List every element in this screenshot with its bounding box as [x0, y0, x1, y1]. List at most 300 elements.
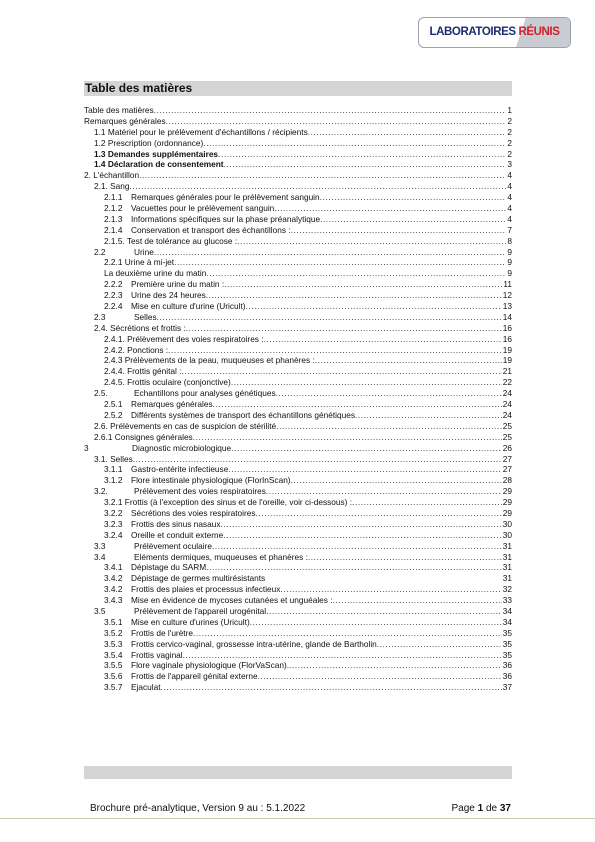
toc-entry-label — [94, 149, 218, 160]
toc-entry-number: 3.4.1 — [104, 562, 123, 573]
toc-entry-text: Frottis vaginal — [131, 649, 183, 660]
toc-entry-label — [104, 377, 231, 388]
toc-entry-text: Remarques générales — [84, 115, 166, 126]
toc-entry-text: Informations spécifiques sur la phase préanalytique — [131, 213, 321, 224]
toc-entry-page: 13 — [502, 301, 512, 312]
toc-entry-page: 31 — [502, 540, 512, 551]
toc-entry-page: 8 — [507, 235, 512, 246]
toc-entry[interactable] — [84, 410, 512, 421]
toc-entry-number: 3.5.2 — [104, 627, 123, 638]
toc-entry-page: 4 — [507, 203, 512, 214]
toc-entry-label — [104, 410, 355, 421]
toc-entry-page: 36 — [502, 660, 512, 671]
toc-entry[interactable] — [84, 290, 512, 301]
toc-leader-dots — [291, 225, 507, 236]
toc-leader-dots — [213, 399, 502, 410]
toc-leader-dots — [130, 181, 507, 192]
toc-entry[interactable] — [84, 562, 512, 573]
toc-entry-text: Sécrétions des voies respiratoires — [131, 507, 256, 518]
toc-entry-page: 14 — [502, 311, 512, 322]
toc-leader-dots — [206, 268, 506, 279]
toc-entry-label — [104, 366, 181, 377]
toc-entry-number: 3.4.3 — [104, 595, 123, 606]
toc-entry-text: Prélèvement des voies respiratoires — [134, 486, 266, 497]
toc-entry-page: 16 — [502, 322, 512, 333]
toc-entry-number: 3.2. — [94, 486, 108, 497]
toc-entry-label — [104, 639, 377, 650]
toc-leader-dots — [355, 410, 502, 421]
toc-entry-text: 2. L'échantillon — [84, 170, 140, 181]
table-of-contents — [84, 105, 512, 693]
toc-entry[interactable] — [84, 628, 512, 639]
toc-leader-dots — [224, 279, 502, 290]
toc-entry-page: 25 — [502, 420, 512, 431]
toc-entry[interactable] — [84, 214, 512, 225]
toc-entry-label — [104, 475, 291, 486]
toc-entry[interactable] — [84, 650, 512, 661]
toc-entry-label — [104, 660, 289, 671]
toc-leader-dots — [161, 682, 502, 693]
toc-leader-dots — [166, 116, 507, 127]
toc-entry-label — [104, 562, 206, 573]
toc-entry-page: 34 — [502, 616, 512, 627]
toc-entry-label — [104, 355, 315, 366]
toc-leader-dots — [157, 312, 502, 323]
toc-entry-text: Mise en évidence de mycoses cutanées et unguéales : — [131, 595, 333, 606]
toc-entry-text: Vacuettes pour le prélèvement sanguin — [131, 203, 275, 214]
toc-leader-dots — [139, 170, 506, 181]
toc-entry-page: 30 — [502, 518, 512, 529]
toc-entry[interactable] — [84, 323, 512, 334]
toc-entry-text: Gastro-entérite infectieuse — [131, 464, 229, 475]
toc-entry[interactable] — [84, 279, 512, 290]
toc-entry-page: 4 — [507, 170, 512, 181]
toc-entry-page: 31 — [502, 551, 512, 562]
toc-entry[interactable] — [84, 334, 512, 345]
toc-leader-dots — [168, 345, 502, 356]
toc-entry[interactable] — [84, 552, 512, 563]
toc-entry-page: 34 — [502, 605, 512, 616]
toc-leader-dots — [183, 650, 502, 661]
toc-entry[interactable] — [84, 116, 512, 127]
toc-entry-text: Ejaculat — [131, 682, 161, 693]
toc-entry-page: 37 — [502, 682, 512, 693]
toc-entry[interactable] — [84, 617, 512, 628]
toc-entry-number: 2.5.2 — [104, 409, 123, 420]
toc-entry-number: 2.1.1 — [104, 192, 123, 203]
toc-entry-text: Diagnostic microbiologique — [132, 442, 232, 453]
logo-text: LABORATOIRES RÉUNIS — [429, 26, 560, 38]
toc-entry[interactable] — [84, 192, 512, 203]
toc-entry-label — [94, 388, 276, 399]
toc-entry-label — [94, 127, 308, 138]
toc-leader-dots — [266, 606, 502, 617]
toc-entry[interactable] — [84, 268, 512, 279]
toc-entry[interactable] — [84, 541, 512, 552]
toc-entry[interactable] — [84, 443, 512, 454]
toc-leader-dots — [246, 301, 502, 312]
toc-entry-page: 2 — [507, 137, 512, 148]
toc-entry-page: 7 — [507, 224, 512, 235]
toc-entry-text: Flore vaginale physiologique (FlorVaScan). — [131, 660, 290, 671]
toc-entry-page: 29 — [502, 486, 512, 497]
toc-entry[interactable] — [84, 236, 512, 247]
toc-entry-label — [94, 159, 224, 170]
toc-entry-text: 2.1.5. Test de tolérance au glucose : — [104, 235, 238, 246]
toc-entry[interactable] — [84, 486, 512, 497]
toc-entry-number: 3.5.5 — [104, 660, 123, 671]
toc-title: Table des matières — [85, 81, 193, 95]
toc-entry[interactable] — [84, 454, 512, 465]
toc-entry-page: 32 — [502, 584, 512, 595]
toc-entry-number: 3.5.7 — [104, 682, 123, 693]
toc-entry-page: 4 — [507, 192, 512, 203]
toc-entry-label — [104, 268, 206, 279]
toc-leader-dots — [231, 443, 502, 454]
toc-entry-page: 35 — [502, 638, 512, 649]
toc-entry-label — [94, 421, 276, 432]
toc-entry-text: Flore intestinale physiologique (FlorInScan) — [131, 475, 291, 486]
toc-entry[interactable] — [84, 138, 512, 149]
toc-leader-dots — [250, 617, 502, 628]
footer-bar — [84, 766, 512, 779]
toc-entry-text: Différents systèmes de transport des échantillons génétiques — [131, 409, 355, 420]
toc-entry-page: 2 — [507, 148, 512, 159]
toc-entry-page: 36 — [502, 671, 512, 682]
toc-entry-text: 2.4.3 Prélèvements de la peau, muqueuses et phanères : — [104, 355, 315, 366]
toc-entry-text: Frottis de l'appareil génital externe — [131, 671, 258, 682]
toc-entry-label — [104, 203, 274, 214]
toc-entry-page: 12 — [502, 290, 512, 301]
toc-entry-page: 27 — [502, 464, 512, 475]
toc-leader-dots — [220, 519, 501, 530]
toc-entry-text: Mise en culture d'urines (Uricult) — [131, 616, 250, 627]
toc-entry[interactable] — [84, 530, 512, 541]
toc-entry-text: Prélèvement oculaire — [134, 540, 212, 551]
footer-rule — [0, 818, 595, 819]
toc-leader-dots — [231, 377, 502, 388]
toc-entry[interactable] — [84, 475, 512, 486]
toc-entry-text: Selles — [134, 311, 157, 322]
toc-entry-number: 3.2.4 — [104, 529, 123, 540]
toc-entry-text: 1.2 Prescription (ordonnance) — [94, 137, 204, 148]
toc-entry-text: Table des matières — [84, 105, 154, 115]
toc-leader-dots — [258, 671, 502, 682]
toc-entry-label — [104, 617, 250, 628]
toc-entry[interactable] — [84, 421, 512, 432]
toc-entry-label — [94, 181, 130, 192]
toc-entry-text: 2.4.5. Frottis oculaire (conjonctive) — [104, 377, 231, 388]
toc-entry[interactable] — [84, 584, 512, 595]
toc-entry-text: Dépistage du SARM — [131, 562, 207, 573]
toc-entry-number: 2.2.4 — [104, 301, 123, 312]
toc-entry[interactable] — [84, 225, 512, 236]
toc-entry-page: 1 — [507, 105, 512, 115]
toc-leader-dots — [308, 552, 502, 563]
toc-entry-label — [104, 671, 258, 682]
toc-leader-dots — [308, 127, 507, 138]
toc-entry-label — [104, 497, 352, 508]
toc-entry-label — [94, 247, 154, 258]
toc-title-bar — [84, 81, 512, 96]
toc-leader-dots — [320, 192, 507, 203]
toc-entry-label — [104, 584, 280, 595]
toc-entry-number: 2.3 — [94, 311, 106, 322]
toc-entry[interactable] — [84, 377, 512, 388]
toc-entry-page: 11 — [503, 279, 512, 290]
toc-leader-dots — [212, 541, 502, 552]
toc-entry-label — [104, 464, 228, 475]
toc-entry[interactable] — [84, 247, 512, 258]
toc-entry-label — [104, 236, 237, 247]
toc-leader-dots — [133, 454, 502, 465]
toc-entry[interactable] — [84, 464, 512, 475]
toc-entry-text: 2.4. Sécrétions et frottis : — [94, 322, 186, 333]
toc-entry-page: 31 — [502, 573, 512, 584]
toc-entry[interactable] — [84, 660, 512, 671]
toc-entry-label — [104, 650, 183, 661]
toc-leader-dots — [315, 355, 502, 366]
toc-entry-number: 3.5.6 — [104, 671, 123, 682]
toc-entry-text: 3.1. Selles — [94, 453, 133, 464]
toc-entry-text: Oreille et conduit externe — [131, 529, 224, 540]
toc-entry-label — [104, 530, 223, 541]
toc-entry-page: 26 — [502, 442, 512, 453]
toc-entry-label — [104, 334, 264, 345]
toc-entry-text: 3.2.1 Frottis (à l'exception des sinus et de l'oreille, voir ci-dessous) : — [104, 497, 353, 508]
toc-entry-text: Frottis des sinus nasaux — [131, 518, 221, 529]
toc-entry-label — [104, 214, 320, 225]
toc-entry-page: 4 — [507, 213, 512, 224]
toc-leader-dots — [276, 421, 502, 432]
toc-leader-dots — [203, 138, 506, 149]
toc-entry-text: Urine — [134, 246, 154, 257]
toc-entry-page: 30 — [502, 529, 512, 540]
footer-document-info: Brochure pré-analytique, Version 9 au : 5.1.2022 — [90, 803, 306, 814]
toc-entry-text: 2.4.2. Ponctions : — [104, 344, 169, 355]
toc-entry-page: 9 — [507, 257, 512, 268]
toc-entry-text: Frottis des plaies et processus infectieux — [131, 584, 281, 595]
toc-entry-number: 2.5. — [94, 388, 108, 399]
toc-entry-page: 2 — [507, 126, 512, 137]
toc-entry-page: 35 — [502, 627, 512, 638]
toc-entry-page: 31 — [502, 562, 512, 573]
toc-leader-dots — [228, 464, 501, 475]
toc-leader-dots — [154, 105, 507, 116]
toc-leader-dots — [256, 508, 502, 519]
toc-entry-number: 3.5.1 — [104, 616, 123, 627]
toc-leader-dots — [206, 290, 502, 301]
toc-entry-label — [94, 606, 266, 617]
toc-entry-number: 3.2.2 — [104, 507, 123, 518]
toc-entry-page: 29 — [502, 497, 512, 508]
toc-entry-label — [94, 454, 133, 465]
toc-entry-page: 27 — [502, 453, 512, 464]
toc-entry-page: 24 — [502, 388, 512, 399]
toc-leader-dots — [377, 639, 502, 650]
toc-leader-dots — [264, 334, 502, 345]
toc-entry[interactable] — [84, 301, 512, 312]
toc-entry-text: Frottis cervico-vaginal, grossesse intra-utérine, glande de Bartholin — [131, 638, 377, 649]
toc-entry-page: 3 — [507, 159, 512, 170]
toc-leader-dots — [154, 247, 507, 258]
toc-entry-number: 3.5 — [94, 605, 106, 616]
toc-leader-dots — [181, 366, 501, 377]
toc-entry-number: 2.1.2 — [104, 203, 123, 214]
toc-leader-dots — [289, 660, 502, 671]
toc-leader-dots — [280, 584, 501, 595]
toc-leader-dots — [218, 149, 506, 160]
toc-entry[interactable] — [84, 170, 512, 181]
toc-entry-page: 2 — [507, 115, 512, 126]
toc-entry-page: 29 — [502, 507, 512, 518]
toc-entry-text: Première urine du matin : — [131, 279, 225, 290]
toc-entry-number: 3.4 — [94, 551, 106, 562]
footer-page-number: Page 1 de 37 — [451, 803, 511, 814]
toc-entry-number: 2.1.4 — [104, 224, 123, 235]
toc-entry-label — [104, 508, 256, 519]
toc-entry-text: 2.4.1. Prélèvement des voies respiratoires : — [104, 333, 264, 344]
toc-entry[interactable] — [84, 203, 512, 214]
toc-entry-page: 35 — [502, 649, 512, 660]
toc-entry[interactable] — [84, 312, 512, 323]
toc-entry[interactable] — [84, 399, 512, 410]
toc-entry-number: 3.4.2 — [104, 573, 123, 584]
toc-entry-text: 2.6. Prélèvements en cas de suspicion de stérilité — [94, 420, 277, 431]
toc-entry-label — [84, 170, 139, 181]
toc-entry-label — [84, 116, 166, 127]
toc-entry-page: 9 — [507, 268, 512, 279]
toc-entry[interactable] — [84, 682, 512, 693]
toc-entry-text: Eléments dermiques, muqueuses et phanères : — [134, 551, 308, 562]
toc-entry-page: 22 — [502, 377, 512, 388]
toc-entry-label — [104, 573, 265, 584]
toc-leader-dots — [224, 159, 507, 170]
toc-entry-number: 3.5.3 — [104, 638, 123, 649]
toc-entry-label — [94, 432, 193, 443]
toc-entry-label — [94, 541, 212, 552]
toc-entry-label — [94, 486, 266, 497]
toc-entry-page: 21 — [502, 366, 512, 377]
toc-leader-dots — [223, 530, 502, 541]
toc-leader-dots — [352, 497, 502, 508]
toc-leader-dots — [174, 257, 506, 268]
toc-entry-text: Mise en culture d'urine (Uricult) — [131, 301, 246, 312]
toc-entry[interactable] — [84, 127, 512, 138]
toc-entry[interactable] — [84, 573, 512, 584]
toc-leader-dots — [266, 486, 502, 497]
toc-entry[interactable] — [84, 388, 512, 399]
company-logo — [418, 17, 571, 48]
toc-entry[interactable] — [84, 257, 512, 268]
toc-entry[interactable] — [84, 432, 512, 443]
toc-entry-page: 9 — [507, 246, 512, 257]
toc-leader-dots — [333, 595, 502, 606]
toc-entry-label — [104, 595, 333, 606]
toc-entry-number: 3.3 — [94, 540, 106, 551]
toc-entry-text: Dépistage de germes multirésistants — [131, 573, 266, 584]
toc-entry-label — [84, 105, 154, 116]
toc-entry-label — [104, 301, 246, 312]
toc-entry-number: 3 — [84, 442, 89, 453]
toc-entry-page: 24 — [502, 409, 512, 420]
toc-entry-number: 3.1.2 — [104, 475, 123, 486]
toc-entry-text: 2.4.4. Frottis génital : — [104, 366, 182, 377]
toc-entry-text: Frottis de l'urètre — [131, 627, 193, 638]
toc-entry-text: 2.6.1 Consignes générales — [94, 431, 193, 442]
toc-entry[interactable] — [84, 606, 512, 617]
toc-entry-text: Remarques générales — [131, 399, 213, 410]
toc-entry-text: 1.1 Matériel pour le prélèvement d'échantillons / récipients — [94, 126, 308, 137]
toc-entry-label — [104, 192, 320, 203]
toc-entry[interactable] — [84, 345, 512, 356]
toc-entry-number: 2.2 — [94, 246, 106, 257]
toc-entry-text: 1.4 Déclaration de consentement — [94, 159, 224, 170]
toc-entry-page: 28 — [502, 475, 512, 486]
toc-entry-page: 19 — [502, 344, 512, 355]
toc-entry[interactable] — [84, 595, 512, 606]
toc-leader-dots — [320, 214, 506, 225]
toc-entry[interactable] — [84, 639, 512, 650]
toc-entry-label — [94, 138, 203, 149]
toc-entry-label — [94, 312, 157, 323]
toc-entry-label — [104, 257, 174, 268]
toc-entry-text: 1.3 Demandes supplémentaires — [94, 148, 219, 159]
toc-leader-dots — [206, 562, 502, 573]
toc-entry[interactable] — [84, 181, 512, 192]
toc-entry-page: 16 — [502, 333, 512, 344]
toc-entry-text: Echantillons pour analyses génétiques — [134, 388, 276, 399]
toc-entry[interactable] — [84, 671, 512, 682]
toc-entry-label — [104, 225, 291, 236]
toc-leader-dots — [186, 323, 502, 334]
toc-leader-dots — [193, 432, 502, 443]
toc-entry-text: La deuxième urine du matin — [104, 268, 207, 279]
toc-leader-dots — [237, 236, 506, 247]
toc-entry-page: 33 — [502, 595, 512, 606]
toc-entry-page: 19 — [502, 355, 512, 366]
toc-entry-text: Conservation et transport des échantillons : — [131, 224, 291, 235]
toc-entry-label — [104, 399, 213, 410]
toc-entry-number: 3.2.3 — [104, 518, 123, 529]
toc-entry[interactable] — [84, 519, 512, 530]
toc-entry-label — [104, 290, 206, 301]
toc-entry[interactable] — [84, 105, 512, 116]
toc-entry-label — [84, 443, 231, 454]
toc-entry-number: 2.2.2 — [104, 279, 123, 290]
toc-entry-text: 2.2.1 Urine à mi-jet — [104, 257, 175, 268]
toc-entry[interactable] — [84, 355, 512, 366]
toc-entry-label — [104, 628, 193, 639]
toc-leader-dots — [193, 628, 502, 639]
toc-leader-dots — [274, 203, 506, 214]
toc-entry-label — [94, 552, 308, 563]
toc-entry[interactable] — [84, 366, 512, 377]
toc-entry-page: 25 — [502, 431, 512, 442]
toc-entry[interactable] — [84, 159, 512, 170]
toc-entry[interactable] — [84, 149, 512, 160]
toc-entry[interactable] — [84, 497, 512, 508]
toc-entry-text: Prélèvement de l'appareil urogénital — [134, 605, 267, 616]
toc-leader-dots — [291, 475, 502, 486]
toc-entry-label — [104, 682, 161, 693]
toc-entry-number: 3.5.4 — [104, 649, 123, 660]
toc-entry-text: Remarques générales pour le prélèvement sanguin — [131, 192, 320, 203]
toc-entry-number: 2.2.3 — [104, 290, 123, 301]
toc-entry[interactable] — [84, 508, 512, 519]
toc-entry-label — [104, 519, 220, 530]
toc-entry-number: 3.4.2 — [104, 584, 123, 595]
